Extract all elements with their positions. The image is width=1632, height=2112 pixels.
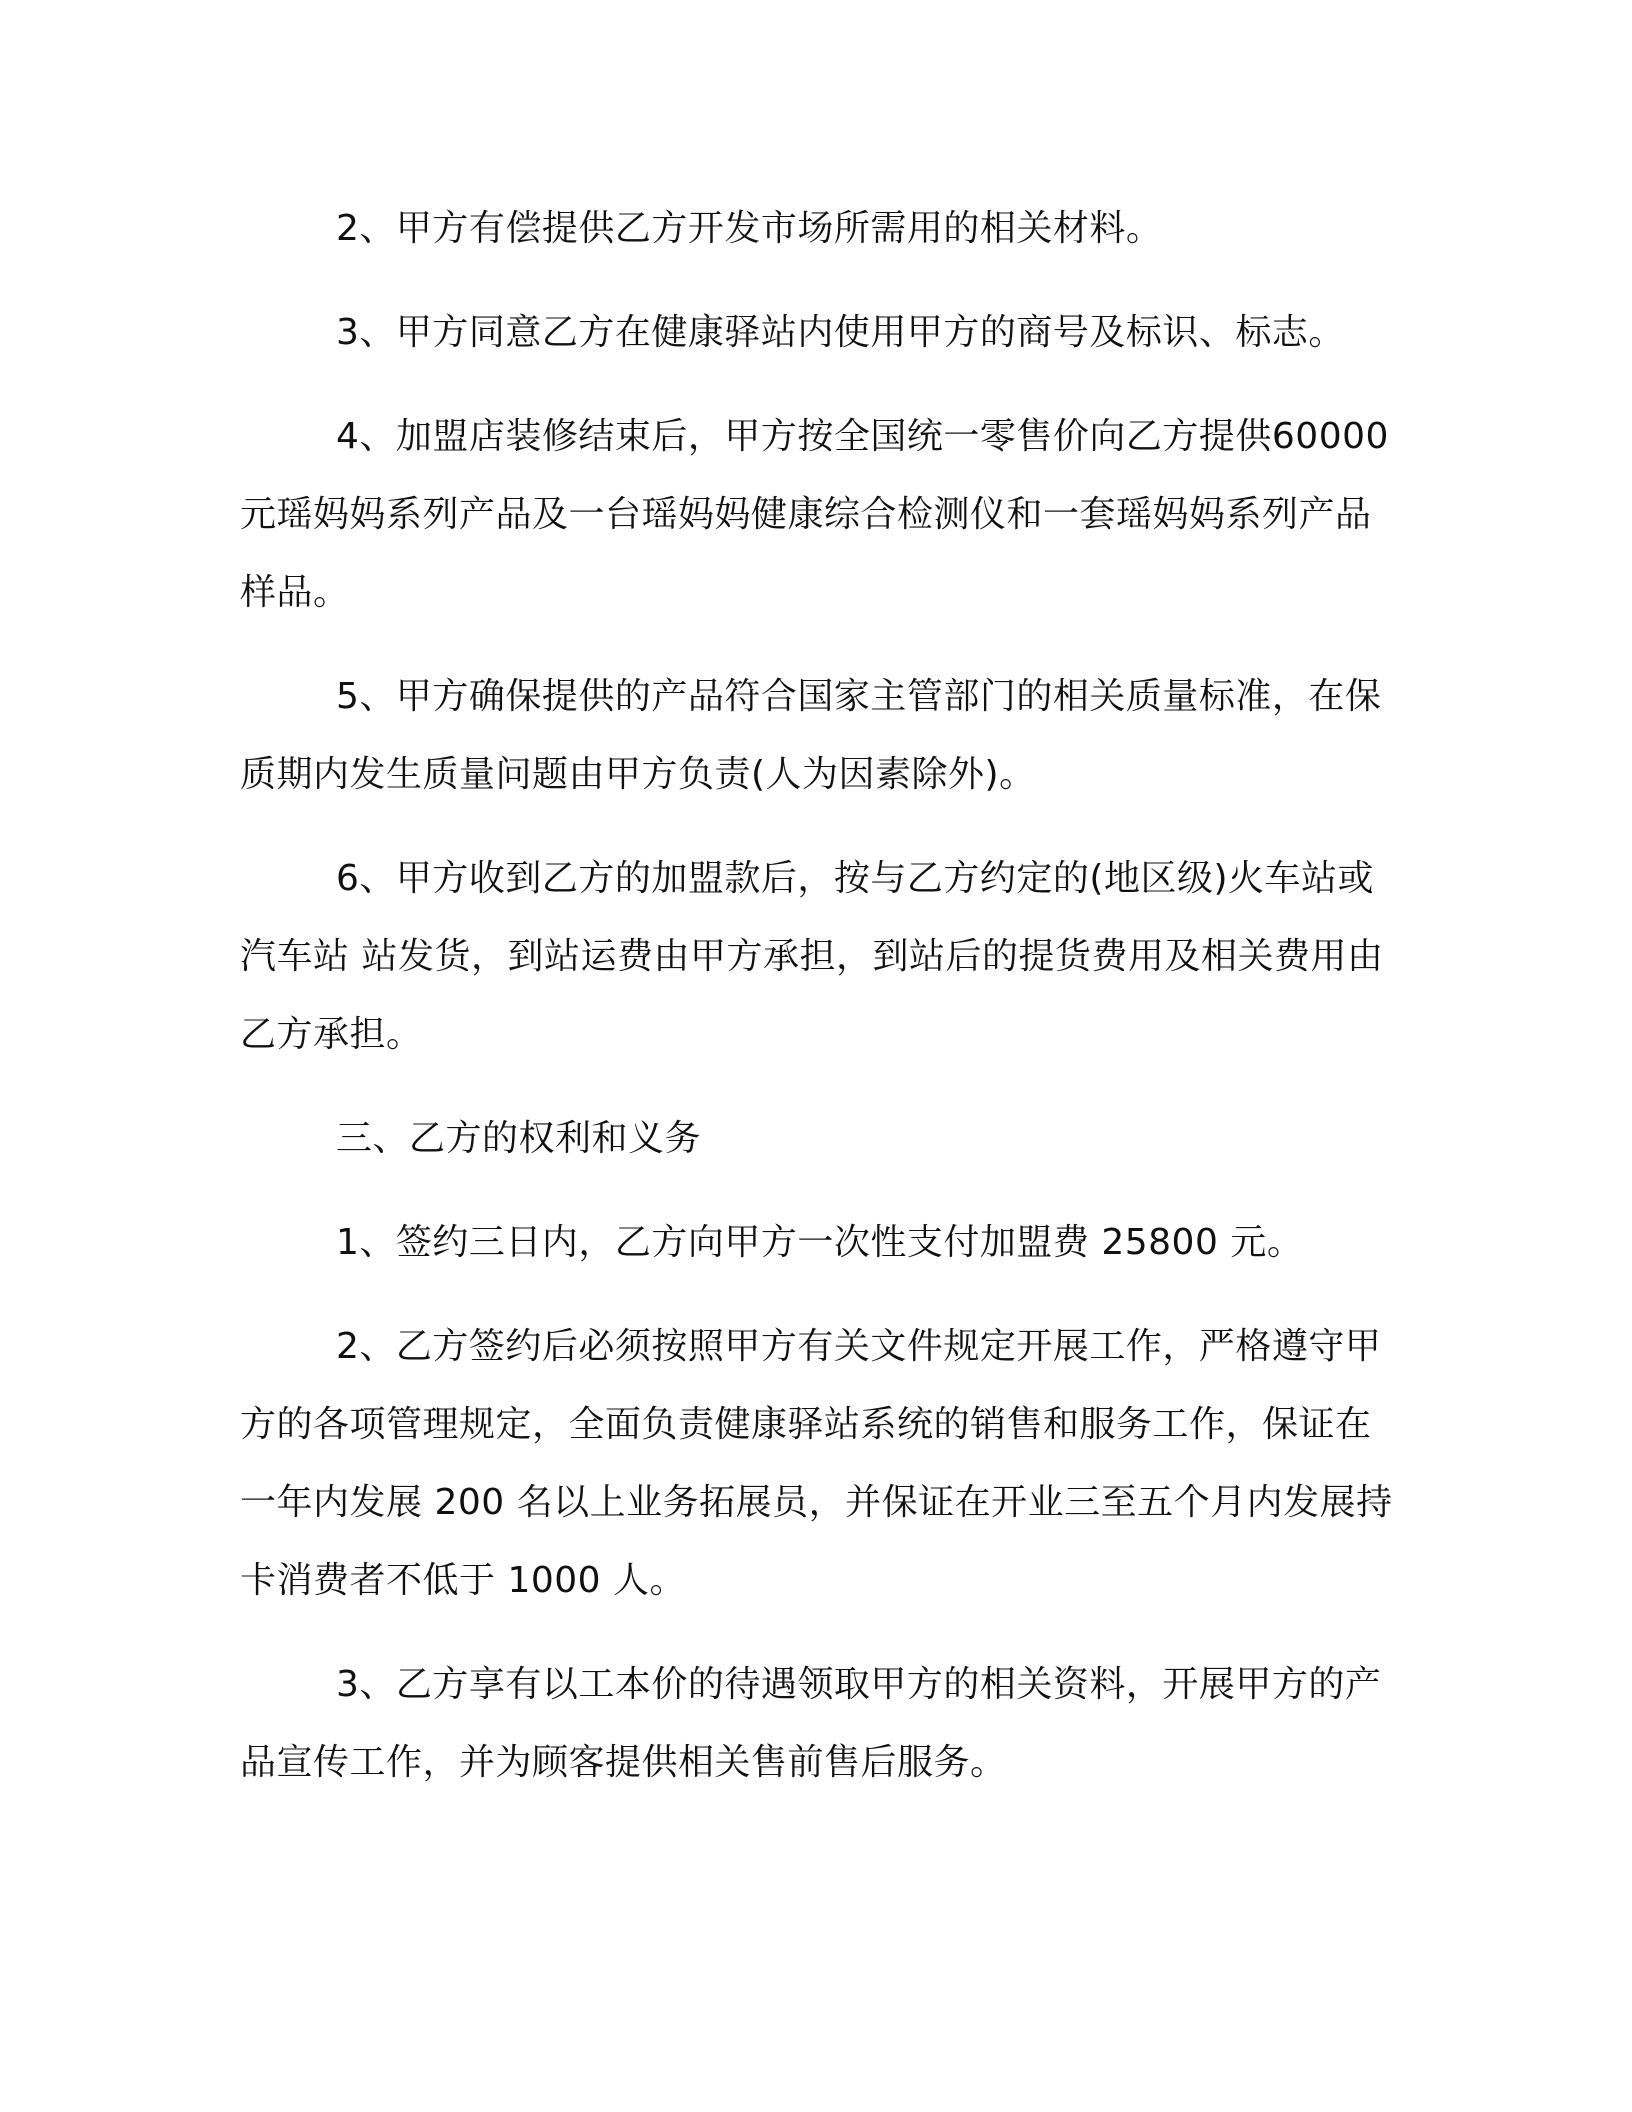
section-heading-party-b: 三、乙方的权利和义务 xyxy=(336,1118,702,1159)
paragraph-party-a-item-2: 2、甲方有偿提供乙方开发市场所需用的相关材料。 xyxy=(336,208,1163,249)
paragraph-party-b-item-1: 1、签约三日内，乙方向甲方一次性支付加盟费 25800 元。 xyxy=(336,1222,1304,1263)
paragraph-party-b-item-3: 3、乙方享有以工本价的待遇领取甲方的相关资料，开展甲方的产品宣传工作，并为顾客提供相关售前售后服务。 xyxy=(240,1664,1382,1783)
paragraph-party-a-item-6: 6、甲方收到乙方的加盟款后，按与乙方约定的(地区级)火车站或汽车站 站发货，到站运费由甲方承担，到站后的提货费用及相关费用由乙方承担。 xyxy=(240,858,1384,1055)
paragraph-party-a-item-5: 5、甲方确保提供的产品符合国家主管部门的相关质量标准，在保质期内发生质量问题由甲方负责(人为因素除外)。 xyxy=(240,676,1382,795)
paragraph-party-a-item-4: 4、加盟店装修结束后，甲方按全国统一零售价向乙方提供60000 元瑶妈妈系列产品及一台瑶妈妈健康综合检测仪和一套瑶妈妈系列产品样品。 xyxy=(240,416,1401,613)
paragraph-party-a-item-3: 3、甲方同意乙方在健康驿站内使用甲方的商号及标识、标志。 xyxy=(336,312,1345,353)
document-body xyxy=(240,190,1400,1802)
paragraph-party-b-item-2: 2、乙方签约后必须按照甲方有关文件规定开展工作，严格遵守甲方的各项管理规定，全面负责健康驿站系统的销售和服务工作，保证在一年内发展 200 名以上业务拓展员，并保证在开业三至五个月内发展持卡消费者不低于 1000 人。 xyxy=(240,1326,1393,1601)
